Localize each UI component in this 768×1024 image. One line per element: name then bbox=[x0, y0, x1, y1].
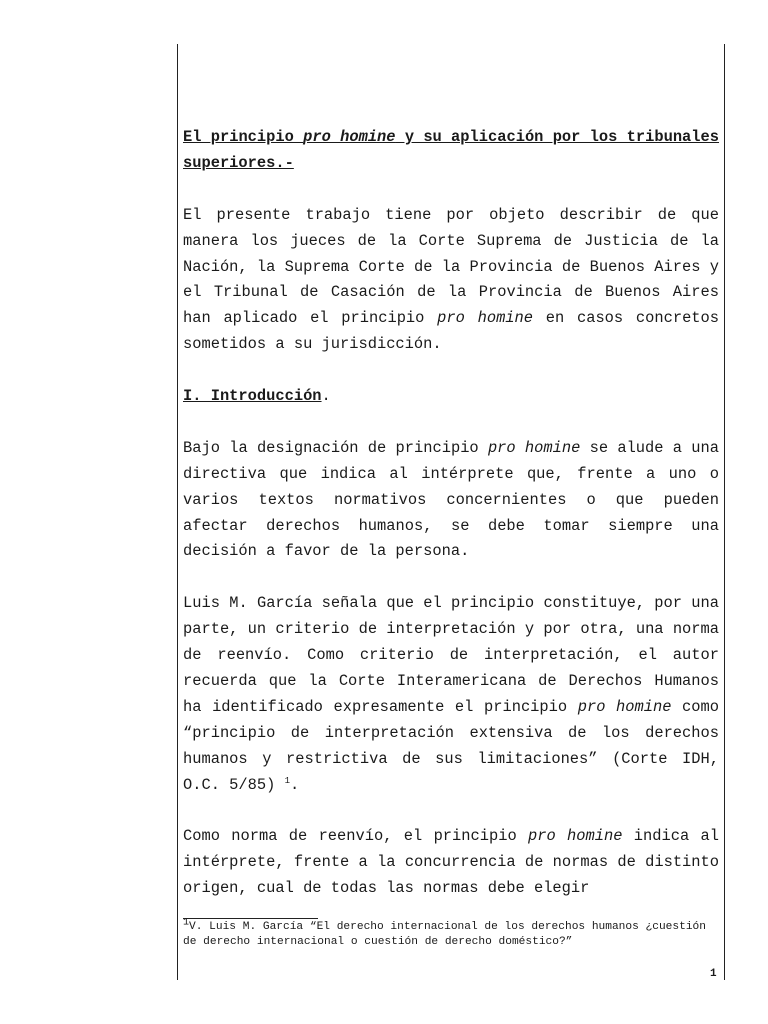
footnote-text: V. Luis M. García “El derecho internacional de los derechos humanos ¿cuestión de derecho internacional o cuestión de derecho doméstico?” bbox=[183, 921, 706, 948]
page-left-border bbox=[177, 44, 178, 980]
footnote bbox=[183, 917, 723, 950]
footnote-mark: 1 bbox=[183, 917, 190, 929]
page-right-border bbox=[724, 44, 725, 980]
intro-text: El presente trabajo tiene por objeto describir de que manera los jueces de la Corte Suprema de Justicia de la Nación, la Suprema Corte de la Provincia de Buenos Aires y el Tribunal de Casación de la Provincia de Buenos Aires han aplicado el principio bbox=[183, 205, 719, 328]
p3-italic: pro homine bbox=[577, 697, 672, 716]
intro-italic: pro homine bbox=[437, 309, 534, 328]
p4-italic: pro homine bbox=[528, 827, 623, 846]
title-text-end: y su aplicación por los tribunales superiores.- bbox=[183, 128, 720, 172]
p3-text: Luis M. García señala que el principio constituye, por una parte, un criterio de interpretación y por otra, una norma de reenvío. Como criterio de interpretación, el autor recuerda que la Corte Interamericana de Derechos Humanos ha identificado expresamente el principio bbox=[183, 594, 719, 716]
section-heading-punct: . bbox=[321, 387, 331, 406]
p2-italic: pro homine bbox=[487, 438, 581, 457]
footnote-separator bbox=[183, 918, 318, 919]
section-heading bbox=[183, 384, 719, 410]
paragraph-3 bbox=[183, 591, 719, 798]
page-number: 1 bbox=[710, 968, 717, 980]
paragraph-4 bbox=[183, 824, 719, 902]
p3-text-mid: como “principio de interpretación extensiva de los derechos humanos y restrictiva de sus limitaciones” (Corte IDH, O.C. 5/85) bbox=[183, 697, 719, 794]
p4-text-end: indica al intérprete, frente a la concurrencia de normas de distinto origen, cual de todas las normas debe elegir bbox=[183, 827, 720, 898]
title-text: El principio bbox=[183, 128, 304, 146]
document-title bbox=[183, 125, 719, 177]
intro-paragraph bbox=[183, 203, 719, 358]
p2-text: Bajo la designación de principio bbox=[183, 438, 488, 457]
title-italic: pro homine bbox=[303, 128, 396, 146]
p2-text-end: se alude a una directiva que indica al intérprete que, frente a uno o varios textos normativos concernientes o que pueden afectar derechos humanos, se debe tomar siempre una decisión a favor de la persona. bbox=[183, 438, 719, 561]
intro-text-end: en casos concretos sometidos a su jurisdicción. bbox=[183, 309, 720, 354]
p3-text-end: . bbox=[290, 775, 300, 794]
document-body bbox=[183, 125, 719, 902]
p4-text: Como norma de reenvío, el principio bbox=[183, 827, 529, 846]
section-heading-text: I. Introducción bbox=[183, 387, 322, 406]
footnote-reference[interactable]: 1 bbox=[284, 775, 291, 786]
paragraph-2 bbox=[183, 436, 719, 566]
